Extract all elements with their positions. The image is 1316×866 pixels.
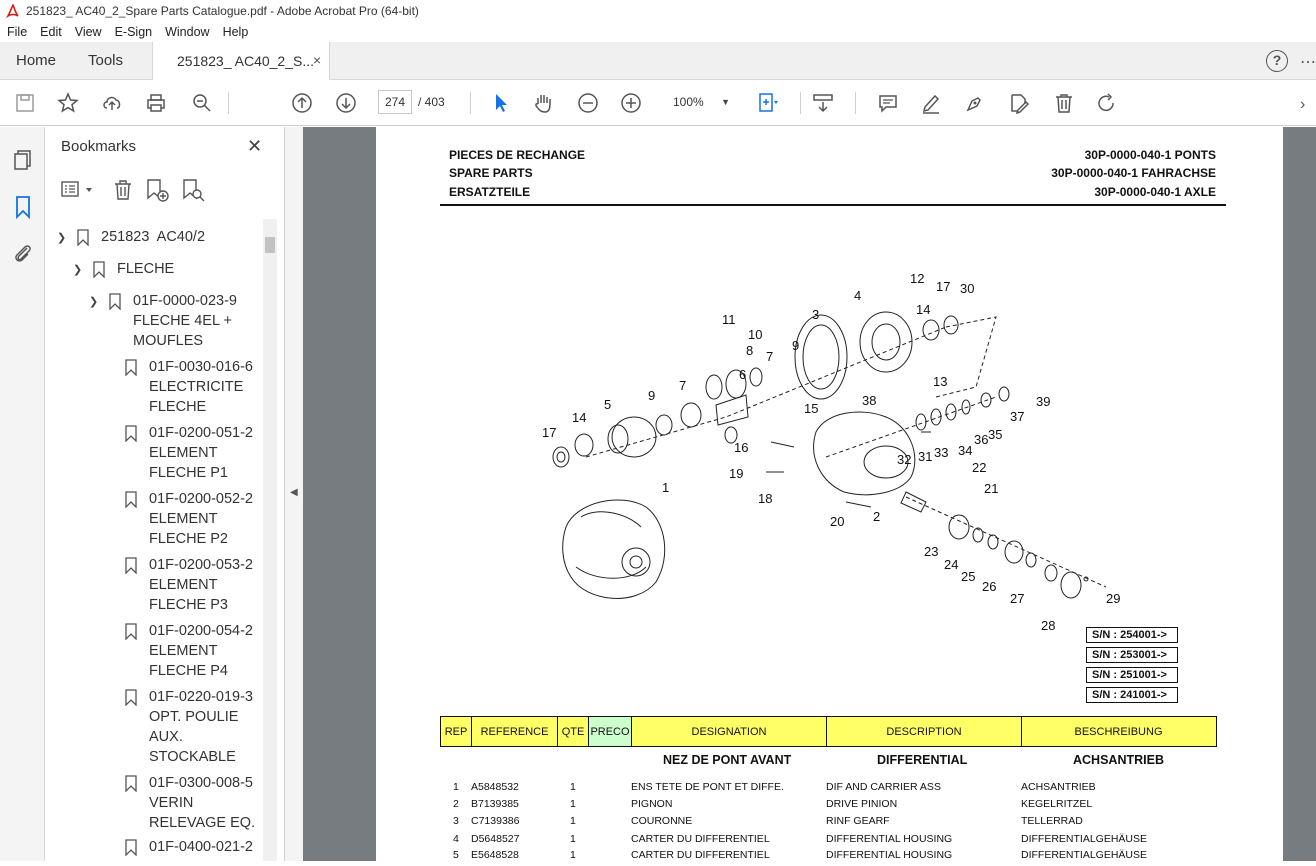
tab-bar xyxy=(0,42,1316,80)
cell-beschreibung: TELLERRAD xyxy=(1021,815,1083,827)
bookmark-icon xyxy=(93,261,105,278)
cell-qte: 1 xyxy=(570,833,576,845)
bookmark-icon xyxy=(125,689,137,706)
callout: 2 xyxy=(873,509,881,524)
acrobat-icon xyxy=(6,4,20,18)
bookmarks-toolbar xyxy=(45,171,285,207)
left-navigation-rail xyxy=(0,127,45,861)
header-rule xyxy=(440,204,1226,206)
help-icon[interactable]: ? xyxy=(1266,50,1288,72)
callout: 10 xyxy=(748,327,763,342)
section-title-fr: NEZ DE PONT AVANT xyxy=(663,753,792,767)
callout: 17 xyxy=(542,425,557,440)
menu-bar xyxy=(0,22,1316,42)
menu-view[interactable]: View xyxy=(74,25,102,39)
cell-description: DRIVE PINION xyxy=(826,798,898,810)
bookmark-tree xyxy=(45,219,263,861)
tab-document[interactable] xyxy=(152,42,330,80)
cell-qte: 1 xyxy=(570,815,576,827)
comment-icon[interactable] xyxy=(876,91,900,115)
bookmark-label: 01F-0200-054-2 ELEMENT FLECHE P4 xyxy=(149,623,253,679)
bookmark-label: 01F-0400-021-2 xyxy=(149,839,253,855)
callout: 1 xyxy=(662,480,670,495)
cell-description: DIFFERENTIAL HOUSING xyxy=(826,833,953,845)
header-right-line: 30P-0000-040-1 AXLE xyxy=(1094,185,1216,199)
scrollbar-thumb[interactable] xyxy=(265,237,275,253)
bookmark-label: 01F-0200-052-2 ELEMENT FLECHE P2 xyxy=(149,491,253,547)
callout: 35 xyxy=(988,427,1003,442)
header-left-line: SPARE PARTS xyxy=(449,166,533,180)
col-qte: QTE xyxy=(558,717,589,746)
callout: 7 xyxy=(679,378,687,393)
callout: 38 xyxy=(862,393,877,408)
tab-document-label: 251823_ AC40_2_S... xyxy=(177,53,315,69)
bookmark-search-icon[interactable] xyxy=(181,178,207,204)
callout: 5 xyxy=(604,397,612,412)
callout: 3 xyxy=(812,307,820,322)
bookmark-options-icon[interactable] xyxy=(61,179,97,201)
bookmark-icon xyxy=(125,623,137,640)
callout: 18 xyxy=(758,491,773,506)
zoom-out-icon[interactable] xyxy=(576,91,600,115)
window-title: 251823_ AC40_2_Spare Parts Catalogue.pdf - Adobe Acrobat Pro (64-bit) xyxy=(26,4,419,18)
zoom-level-value: 100% xyxy=(673,95,704,109)
tab-home[interactable]: Home xyxy=(16,52,57,69)
col-reference: REFERENCE xyxy=(472,717,558,746)
cell-beschreibung: KEGELRITZEL xyxy=(1021,798,1093,810)
table-row xyxy=(440,781,1217,798)
col-rep: REP xyxy=(441,717,472,746)
previous-page-icon[interactable] xyxy=(290,91,314,115)
cell-rep: 4 xyxy=(453,833,459,845)
callout: 14 xyxy=(916,302,931,317)
callout: 30 xyxy=(960,281,975,296)
cell-description: DIF AND CARRIER ASS xyxy=(826,781,941,793)
table-row xyxy=(440,815,1217,832)
save-icon[interactable] xyxy=(13,91,37,115)
callout: 39 xyxy=(1036,394,1051,409)
bookmark-label: 01F-0030-016-6 ELECTRICITE FLECHE xyxy=(149,359,253,415)
star-icon[interactable] xyxy=(56,91,80,115)
menu-help[interactable]: Help xyxy=(222,25,249,39)
header-left-line: ERSATZTEILE xyxy=(449,185,531,199)
serial-number-label: S/N : 254001-> xyxy=(1086,627,1178,643)
callout: 28 xyxy=(1041,618,1056,633)
cell-beschreibung: DIFFERENTIALGEHÄUSE xyxy=(1021,833,1148,845)
header-right-line: 30P-0000-040-1 FAHRACHSE xyxy=(1051,166,1216,180)
cell-designation: CARTER DU DIFFERENTIEL xyxy=(631,849,770,861)
cell-reference: C7139386 xyxy=(471,815,520,827)
callout: 6 xyxy=(739,367,747,382)
more-icon[interactable]: ⋯ xyxy=(1300,54,1316,71)
cell-designation: ENS TETE DE PONT ET DIFFE. xyxy=(631,781,784,793)
select-cursor-icon[interactable] xyxy=(489,91,513,115)
exploded-parts-diagram xyxy=(526,267,1126,637)
table-row xyxy=(440,798,1217,815)
new-bookmark-icon[interactable] xyxy=(145,178,171,204)
callout: 26 xyxy=(982,579,997,594)
draw-sign-icon[interactable] xyxy=(963,91,987,115)
zoom-level-select[interactable] xyxy=(664,90,736,114)
cell-designation: COURONNE xyxy=(631,815,693,827)
bookmark-label: 01F-0300-008-5 VERIN RELEVAGE EQ. xyxy=(149,775,256,831)
bookmark-panel-icon[interactable] xyxy=(11,195,35,219)
chevron-down-icon[interactable]: ❯ xyxy=(89,296,99,308)
col-description: DESCRIPTION xyxy=(827,717,1022,746)
cell-rep: 3 xyxy=(453,815,459,827)
cell-reference: E5648528 xyxy=(471,849,519,861)
header-left-line: PIECES DE RECHANGE xyxy=(449,148,586,162)
menu-file[interactable]: File xyxy=(7,25,28,39)
bookmark-icon xyxy=(125,359,137,376)
zoom-in-icon[interactable] xyxy=(619,91,643,115)
bookmark-icon xyxy=(125,491,137,508)
redo-icon[interactable] xyxy=(1095,91,1119,115)
cell-qte: 1 xyxy=(570,849,576,861)
bookmark-icon xyxy=(109,293,121,310)
callout: 20 xyxy=(830,514,845,529)
cell-rep: 1 xyxy=(453,781,459,793)
bookmark-label: 01F-0000-023-9 FLECHE 4EL + MOUFLES xyxy=(133,293,237,349)
col-beschreibung: BESCHREIBUNG xyxy=(1074,725,1163,738)
collapse-left-icon[interactable]: ◀ xyxy=(290,487,298,498)
callout: 32 xyxy=(897,452,912,467)
section-title-de: ACHSANTRIEB xyxy=(1073,753,1164,767)
chevron-down-icon[interactable]: ❯ xyxy=(57,232,67,244)
callout: 31 xyxy=(918,449,933,464)
bookmark-icon xyxy=(125,425,137,442)
callout: 11 xyxy=(722,312,736,327)
serial-number-label: S/N : 253001-> xyxy=(1086,647,1178,663)
menu-esign[interactable]: E-Sign xyxy=(114,25,153,39)
callout: 24 xyxy=(944,557,959,572)
callout: 13 xyxy=(933,374,948,389)
cell-qte: 1 xyxy=(570,781,576,793)
page-thumbnails-icon[interactable] xyxy=(11,148,35,172)
panel-collapse-strip[interactable] xyxy=(285,127,303,861)
bookmarks-panel xyxy=(45,127,285,861)
callout: 15 xyxy=(804,401,819,416)
next-page-icon[interactable] xyxy=(334,91,358,115)
parts-table-header xyxy=(440,716,1217,747)
callout: 16 xyxy=(734,440,749,455)
scroll-mode-icon[interactable] xyxy=(811,91,835,115)
page-total: / 403 xyxy=(418,95,445,109)
bookmark-icon xyxy=(125,775,137,792)
col-designation: DESIGNATION xyxy=(632,717,827,746)
bookmark-label: 01F-0220-019-3 OPT. POULIE AUX. STOCKABLE xyxy=(149,689,253,765)
bookmark-label: 01F-0200-051-2 ELEMENT FLECHE P1 xyxy=(149,425,253,481)
serial-number-label: S/N : 241001-> xyxy=(1086,687,1178,703)
callout: 21 xyxy=(984,481,999,496)
bookmark-icon xyxy=(125,557,137,574)
callout: 25 xyxy=(961,569,976,584)
menu-edit[interactable]: Edit xyxy=(40,25,62,39)
section-title-en: DIFFERENTIAL xyxy=(877,753,968,767)
callout: 4 xyxy=(854,288,862,303)
callout: 37 xyxy=(1010,409,1025,424)
callout: 8 xyxy=(746,343,754,358)
chevron-down-icon: ▼ xyxy=(721,97,730,107)
callout: 27 xyxy=(1010,591,1025,606)
delete-bookmark-icon[interactable] xyxy=(112,178,134,202)
callout: 29 xyxy=(1106,591,1121,606)
callout: 12 xyxy=(910,271,925,286)
page-number-input[interactable]: 274 xyxy=(378,90,412,114)
attachments-icon[interactable] xyxy=(11,241,35,265)
hand-tool-icon[interactable] xyxy=(531,91,555,115)
cell-rep: 5 xyxy=(453,849,459,861)
pdf-page xyxy=(376,127,1283,861)
bookmark-label: 01F-0200-053-2 ELEMENT FLECHE P3 xyxy=(149,557,253,613)
cell-beschreibung: DIFFERENTIALGEHÄUSE xyxy=(1021,849,1148,861)
trash-icon[interactable] xyxy=(1052,91,1076,115)
callout: 14 xyxy=(572,410,587,425)
serial-number-label: S/N : 251001-> xyxy=(1086,667,1178,683)
callout: 9 xyxy=(648,388,656,403)
callout: 22 xyxy=(972,460,987,475)
callout: 7 xyxy=(766,349,774,364)
table-row xyxy=(440,833,1217,850)
bookmark-icon xyxy=(125,839,137,856)
callout: 34 xyxy=(958,443,973,458)
print-icon[interactable] xyxy=(144,91,168,115)
callout: 19 xyxy=(729,466,744,481)
bookmark-label: FLECHE xyxy=(117,261,175,277)
bookmarks-scrollbar[interactable] xyxy=(263,219,277,861)
callout: 9 xyxy=(792,338,800,353)
tab-close-icon[interactable]: × xyxy=(313,52,322,68)
cell-designation: CARTER DU DIFFERENTIEL xyxy=(631,833,770,845)
callout: 23 xyxy=(924,544,939,559)
cell-reference: B7139385 xyxy=(471,798,519,810)
menu-window[interactable]: Window xyxy=(165,25,210,39)
callout: 17 xyxy=(936,279,951,294)
cell-beschreibung: ACHSANTRIEB xyxy=(1021,781,1096,793)
cell-rep: 2 xyxy=(453,798,459,810)
col-preco: PRECO xyxy=(589,717,632,746)
window-titlebar xyxy=(0,0,1316,22)
callout: 36 xyxy=(974,432,989,447)
zoom-search-icon[interactable] xyxy=(190,91,214,115)
callout: 33 xyxy=(934,445,949,460)
bookmark-label: 251823 AC40/2 xyxy=(101,229,206,245)
chevron-down-icon[interactable]: ❯ xyxy=(73,264,83,276)
bookmark-icon xyxy=(77,229,89,246)
table-row xyxy=(440,849,1217,866)
upload-cloud-icon[interactable] xyxy=(100,91,124,115)
cell-qte: 1 xyxy=(570,798,576,810)
cell-reference: D5648527 xyxy=(471,833,520,845)
fit-page-icon[interactable] xyxy=(755,91,779,115)
edit-pdf-icon[interactable] xyxy=(1007,91,1031,115)
highlight-pen-icon[interactable] xyxy=(919,91,943,115)
cell-description: RINF GEARF xyxy=(826,815,890,827)
close-icon[interactable]: ✕ xyxy=(247,136,263,156)
more-tools-icon[interactable]: › xyxy=(1300,96,1306,113)
cell-description: DIFFERENTIAL HOUSING xyxy=(826,849,953,861)
cell-designation: PIGNON xyxy=(631,798,673,810)
header-right-line: 30P-0000-040-1 PONTS xyxy=(1084,148,1216,162)
tab-tools[interactable]: Tools xyxy=(88,52,124,69)
bookmarks-title: Bookmarks xyxy=(61,138,137,155)
cell-reference: A5848532 xyxy=(471,781,519,793)
